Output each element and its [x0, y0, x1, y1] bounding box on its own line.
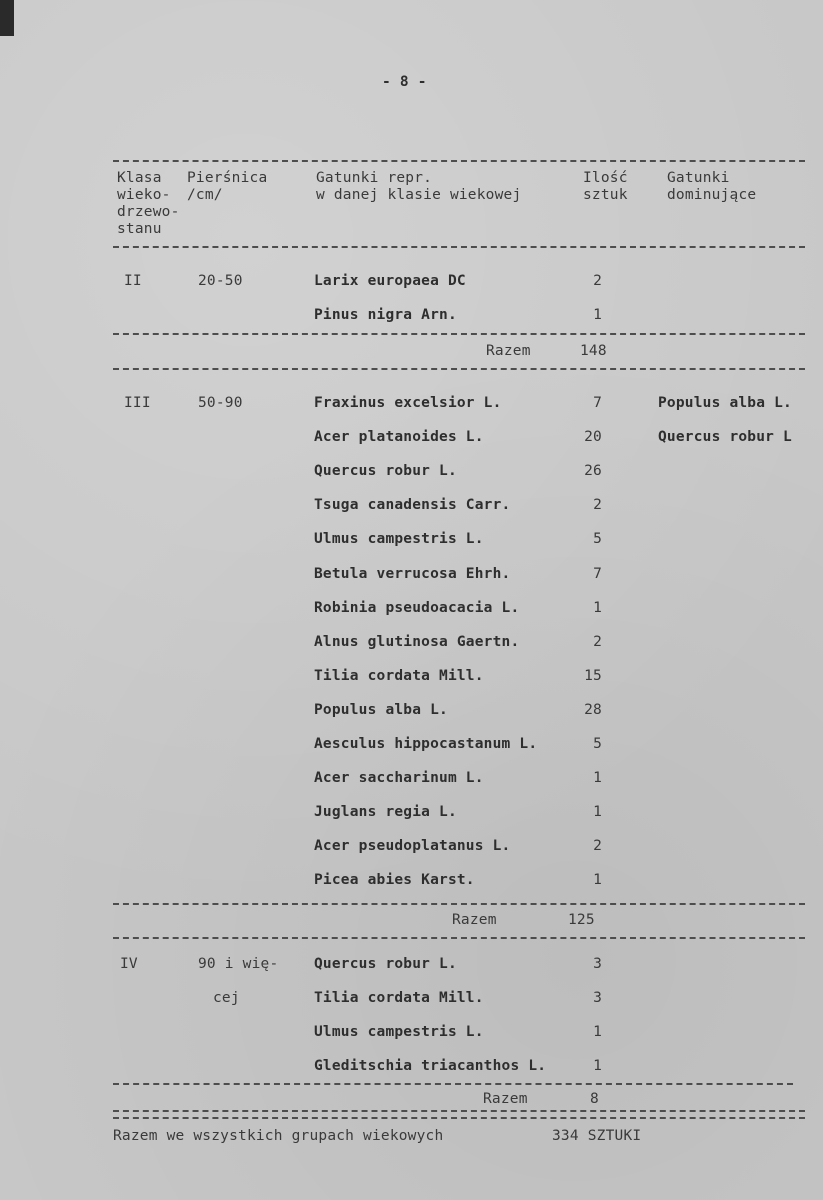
group-rule-top — [113, 903, 805, 905]
group-rule-bottom — [113, 368, 805, 370]
header-col5-line: dominujące — [667, 187, 757, 203]
dbh-range: 20-50 — [198, 273, 243, 289]
species-name: Pinus nigra Arn. — [314, 307, 457, 324]
species-name: Quercus robur L. — [314, 956, 457, 972]
species-name: Acer platanoides L. — [314, 429, 484, 446]
species-count: 3 — [593, 990, 602, 1007]
grand-total-label: Razem we wszystkich grupach wiekowych — [113, 1128, 444, 1144]
species-name: Populus alba L. — [314, 701, 448, 718]
species-name: Alnus glutinosa Gaertn. — [314, 633, 520, 650]
subtotal-value: 148 — [580, 343, 607, 359]
species-count: 28 — [584, 701, 602, 718]
species-count: 2 — [593, 838, 602, 855]
subtotal-label: Razem — [452, 912, 497, 928]
age-class: II — [124, 273, 142, 289]
species-count: 1 — [593, 872, 602, 889]
total-double-rule — [113, 1110, 805, 1119]
header-bottom-rule — [113, 246, 805, 248]
species-name: Robinia pseudoacacia L. — [314, 599, 520, 616]
species-count: 1 — [593, 770, 602, 787]
dominant-species: Quercus robur L — [658, 429, 792, 446]
header-col4-line: Ilość — [583, 170, 628, 186]
page-number: - 8 - — [382, 74, 427, 90]
dominant-species: Populus alba L. — [658, 395, 792, 411]
species-name: Ulmus campestris L. — [314, 1024, 484, 1041]
subtotal-label: Razem — [483, 1091, 528, 1107]
species-count: 7 — [593, 565, 602, 582]
age-class: IV — [120, 956, 138, 972]
species-name: Tsuga canadensis Carr. — [314, 497, 511, 514]
species-name: Picea abies Karst. — [314, 872, 475, 889]
header-col1-line: wieko- — [117, 187, 171, 203]
species-name: Acer saccharinum L. — [314, 770, 484, 787]
species-name: Aesculus hippocastanum L. — [314, 736, 538, 752]
header-col1-line: stanu — [117, 221, 162, 237]
species-count: 1 — [593, 599, 602, 616]
species-count: 26 — [584, 463, 602, 480]
header-col4-line: sztuk — [583, 187, 628, 203]
header-col2-line: Pierśnica — [187, 170, 268, 186]
header-col3-line: w danej klasie wiekowej — [316, 187, 522, 203]
species-count: 7 — [593, 395, 602, 411]
subtotal-value: 8 — [590, 1091, 599, 1107]
scan-corner-shadow — [0, 0, 14, 36]
species-count: 1 — [593, 307, 602, 324]
species-name: Acer pseudoplatanus L. — [314, 838, 511, 855]
header-top-rule — [113, 160, 805, 162]
header-col1-line: Klasa — [117, 170, 162, 186]
species-name: Larix europaea DC — [314, 273, 466, 289]
species-count: 1 — [593, 1058, 602, 1075]
subtotal-value: 125 — [568, 912, 595, 928]
header-col3-line: Gatunki repr. — [316, 170, 433, 186]
subtotal-label: Razem — [486, 343, 531, 359]
species-name: Ulmus campestris L. — [314, 531, 484, 548]
species-name: Tilia cordata Mill. — [314, 990, 484, 1007]
species-name: Quercus robur L. — [314, 463, 457, 480]
species-count: 20 — [584, 429, 602, 446]
dbh-range: cej — [213, 990, 240, 1007]
header-col5-line: Gatunki — [667, 170, 730, 186]
species-name: Tilia cordata Mill. — [314, 667, 484, 684]
species-name: Juglans regia L. — [314, 804, 457, 821]
species-name: Betula verrucosa Ehrh. — [314, 565, 511, 582]
species-name: Gleditschia triacanthos L. — [314, 1058, 547, 1075]
group-rule-bottom — [113, 937, 805, 939]
group-rule-top — [113, 333, 805, 335]
header-col1-line: drzewo- — [117, 204, 180, 220]
dbh-range: 90 i wię- — [198, 956, 279, 972]
species-count: 5 — [593, 736, 602, 752]
species-count: 5 — [593, 531, 602, 548]
species-count: 2 — [593, 497, 602, 514]
group-rule-top — [113, 1083, 793, 1085]
age-class: III — [124, 395, 151, 411]
species-count: 2 — [593, 633, 602, 650]
dbh-range: 50-90 — [198, 395, 243, 411]
species-name: Fraxinus excelsior L. — [314, 395, 502, 411]
species-count: 3 — [593, 956, 602, 972]
species-count: 15 — [584, 667, 602, 684]
species-count: 1 — [593, 1024, 602, 1041]
species-count: 2 — [593, 273, 602, 289]
species-count: 1 — [593, 804, 602, 821]
grand-total-value: 334 SZTUKI — [552, 1128, 642, 1144]
header-col2-line: /cm/ — [187, 187, 223, 203]
